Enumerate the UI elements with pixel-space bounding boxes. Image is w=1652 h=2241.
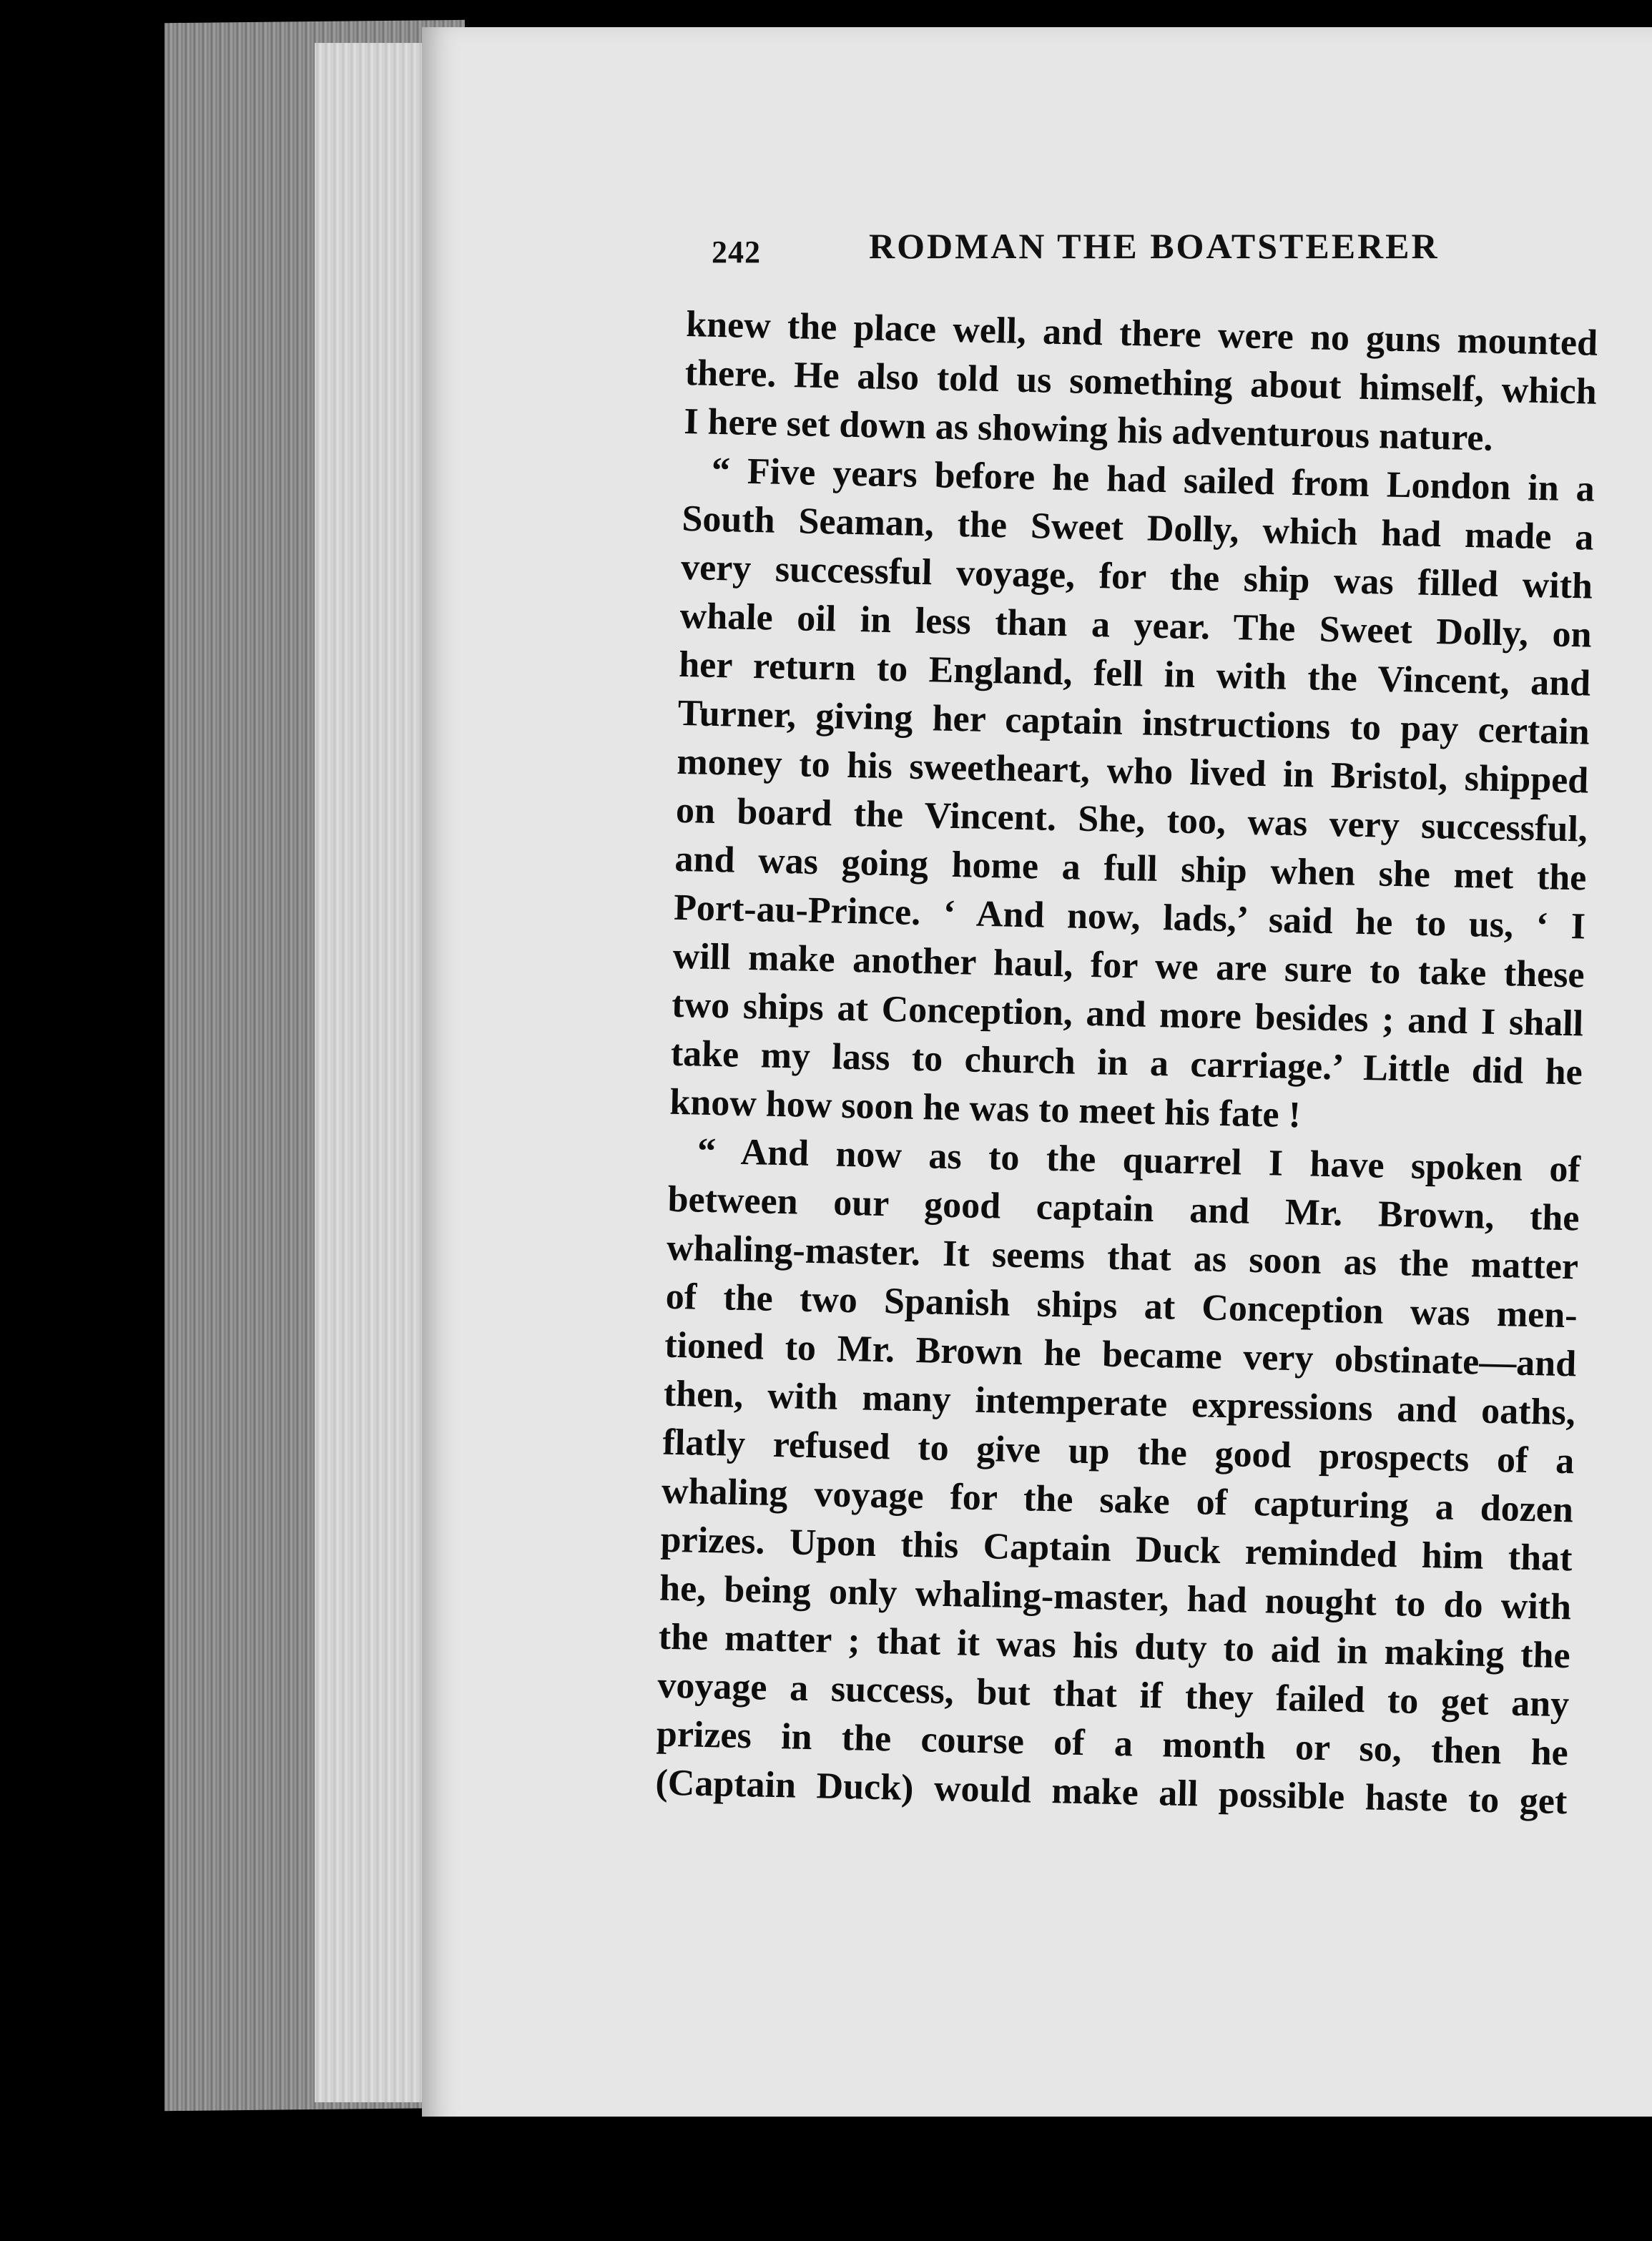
text-line: “ And now as to the quarrel I have spoken of [697,1131,1581,1191]
running-title: RODMAN THE BOATSTEERER [869,226,1440,266]
page-bottom-shadow [300,2117,1652,2241]
text-line: there. He also told us something about himself, which [684,352,1598,413]
text-line: prizes. Upon this Captain Duck reminded him that [660,1519,1573,1580]
text-line: (Captain Duck) would make all possible haste to get [654,1762,1568,1823]
text-line: the matter ; that it was his duty to aid in making the [658,1616,1571,1677]
text-line: Turner, giving her captain instructions to pay certain [677,692,1590,753]
text-line: then, with many intemperate expressions and oaths, [663,1373,1576,1434]
text-line: I here set down as showing his adventurous nature. [683,400,1494,459]
book-page-edges-light [315,43,436,2102]
text-line: voyage a success, but that if they failed to get any [657,1665,1570,1725]
text-line: her return to England, fell in with the Vincent, and [678,644,1591,704]
text-line: tioned to Mr. Brown he became very obstinate—and [664,1324,1577,1385]
text-line: Port-au-Prince. ‘ And now, lads,’ said he to us, ‘ I [673,887,1586,947]
text-line: whaling voyage for the sake of capturing a dozen [661,1470,1574,1531]
text-line: of the two Spanish ships at Conception was men- [665,1276,1578,1336]
text-line: between our good captain and Mr. Brown, the [667,1178,1580,1239]
text-line: flatly refused to give up the good prospects of a [662,1422,1575,1482]
page-header [712,225,1484,282]
page-number: 242 [712,235,761,270]
text-line: on board the Vincent. She, too, was very successful, [675,789,1588,850]
text-line: knew the place well, and there were no guns mounted [685,303,1598,364]
text-line: he, being only whaling-master, had nought to do with [659,1567,1572,1628]
body-text [655,300,1609,1827]
text-line: will make another haul, for we are sure to take these [672,935,1585,996]
text-line: very successful voyage, for the ship was filled with [680,546,1593,607]
text-line: South Seaman, the Sweet Dolly, which had made a [682,498,1594,558]
text-line: whale oil in less than a year. The Sweet Dolly, on [679,595,1593,656]
text-line: whaling-master. It seems that as soon as the matter [666,1227,1579,1288]
text-line: take my lass to church in a carriage.’ Little did he [670,1033,1583,1093]
text-line: money to his sweetheart, who lived in Bristol, shipped [676,741,1589,802]
text-line: prizes in the course of a month or so, then he [656,1713,1569,1774]
text-line: know how soon he was to meet his fate ! [669,1081,1302,1136]
text-line: and was going home a full ship when she met the [674,838,1587,899]
text-line: “ Five years before he had sailed from London in a [711,450,1596,510]
text-line: two ships at Conception, and more besides ; and I shall [671,984,1584,1045]
